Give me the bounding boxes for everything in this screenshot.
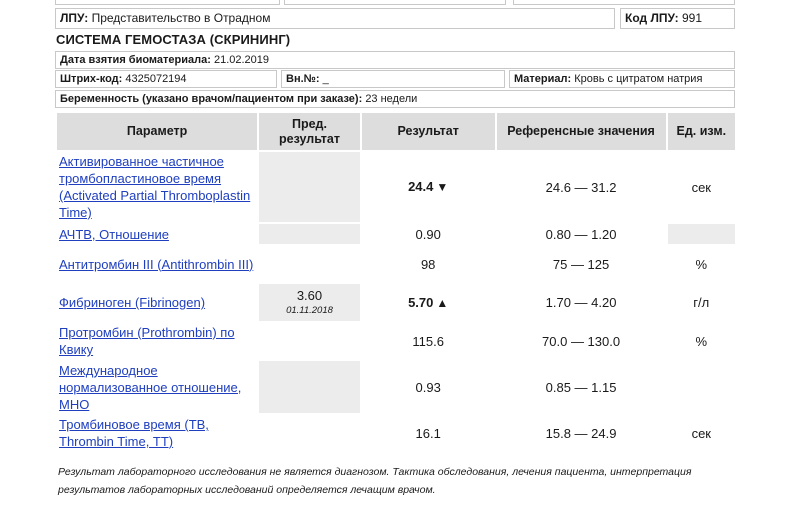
pregnancy-label: Беременность (указано врачом/пациентом при заказе):: [60, 93, 363, 105]
lpu-value: Представительство в Отрадном: [91, 11, 271, 25]
unit-cell: сек: [691, 425, 711, 441]
result-value: 5.70: [408, 294, 434, 310]
material-field: [509, 70, 735, 88]
date-field: [55, 51, 735, 69]
unit-cell: %: [695, 256, 708, 272]
unit-cell: [668, 361, 735, 413]
reference-cell: 15.8 — 24.9: [545, 425, 617, 441]
result-cell: 98: [420, 256, 436, 272]
lpu-label: ЛПУ:: [60, 11, 89, 25]
result-cell: 0.90: [415, 226, 441, 242]
param-link-aptt-ratio[interactable]: АЧТВ, Отношение: [59, 226, 169, 242]
barcode-field: [55, 70, 277, 88]
prev-result-cell: [259, 361, 360, 413]
param-link-thrombin-time[interactable]: Тромбиновое время (ТВ, Thrombin Time, ТТ): [59, 417, 209, 449]
param-link-antithrombin[interactable]: Антитромбин III (Antithrombin III): [59, 256, 254, 272]
lpu-code-value: 991: [682, 11, 703, 25]
table-row: [57, 152, 735, 222]
header-reference: Референсные значения: [497, 113, 666, 150]
prev-result-cell: [259, 246, 360, 282]
prev-result-cell: [259, 224, 360, 244]
date-value: 21.02.2019: [213, 54, 270, 66]
down-arrow-icon: ▼: [436, 180, 449, 194]
lpu-code-label: Код ЛПУ:: [625, 11, 679, 25]
internal-number-value: _: [322, 73, 329, 85]
result-cell: 16.1: [415, 425, 441, 441]
header-parameter: Параметр: [57, 113, 257, 150]
table-row: [57, 284, 735, 321]
unit-cell: сек: [691, 179, 711, 195]
disclaimer-note: Результат лабораторного исследования не является диагнозом. Тактика обследования, лечения пациента, интерпретация результатов лабораторных исследований определяется лечащим врачом.: [58, 466, 692, 496]
reference-cell: 0.80 — 1.20: [545, 226, 617, 242]
table-row: [57, 361, 735, 413]
table-header-row: [57, 113, 735, 150]
table-row: [57, 246, 735, 282]
prev-result-cell: [259, 152, 360, 222]
material-label: Материал:: [514, 73, 572, 85]
param-link-aptt[interactable]: Активированное частичное тромбопластиновое время (Activated Partial Thromboplastin Time): [59, 154, 251, 220]
reference-cell: 1.70 — 4.20: [545, 295, 617, 310]
header-unit: Ед. изм.: [668, 113, 735, 150]
result-cell: [362, 284, 495, 321]
table-row: [57, 415, 735, 451]
prev-result-cell: [259, 415, 360, 451]
result-cell: 115.6: [412, 333, 444, 349]
param-link-prothrombin[interactable]: Протромбин (Prothrombin) по Квику: [59, 325, 235, 357]
reference-cell: 24.6 — 31.2: [545, 179, 617, 195]
param-link-inr[interactable]: Международное нормализованное отношение, МНО: [59, 362, 242, 412]
cut-field-1: [55, 0, 280, 5]
result-cell: [362, 152, 495, 222]
result-cell: 0.93: [415, 379, 441, 395]
result-value: 24.4: [408, 179, 434, 194]
lpu-field: [55, 8, 615, 29]
reference-cell: 70.0 — 130.0: [542, 333, 621, 349]
cut-field-3: [513, 0, 735, 5]
internal-number-field: [281, 70, 505, 88]
barcode-value: 4325072194: [125, 73, 187, 85]
prev-result-cell: [259, 323, 360, 359]
pregnancy-field: [55, 90, 735, 108]
table-row: [57, 224, 735, 244]
date-label: Дата взятия биоматериала:: [60, 54, 211, 66]
prev-result-cell: [259, 284, 360, 321]
internal-number-label: Вн.№:: [286, 73, 320, 85]
header-previous-result: Пред. результат: [259, 113, 360, 150]
header-result: Результат: [362, 113, 495, 150]
table-row: [57, 323, 735, 359]
param-link-fibrinogen[interactable]: Фибриноген (Fibrinogen): [59, 295, 206, 310]
unit-cell: %: [695, 333, 708, 349]
results-table: [55, 111, 737, 453]
page-title: СИСТЕМА ГЕМОСТАЗА (СКРИНИНГ): [56, 32, 291, 47]
reference-cell: 0.85 — 1.15: [545, 379, 617, 395]
cut-field-2: [284, 0, 506, 5]
unit-cell: г/л: [693, 295, 710, 310]
prev-result-value: 3.60: [296, 288, 323, 303]
unit-cell: [668, 224, 735, 244]
lpu-code-field: [620, 8, 735, 29]
material-value: Кровь с цитратом натрия: [574, 73, 703, 85]
up-arrow-icon: ▲: [436, 295, 449, 310]
pregnancy-value: 23 недели: [365, 93, 418, 105]
reference-cell: 75 — 125: [552, 256, 610, 272]
barcode-label: Штрих-код:: [60, 73, 123, 85]
prev-result-date: 01.11.2018: [286, 305, 333, 316]
